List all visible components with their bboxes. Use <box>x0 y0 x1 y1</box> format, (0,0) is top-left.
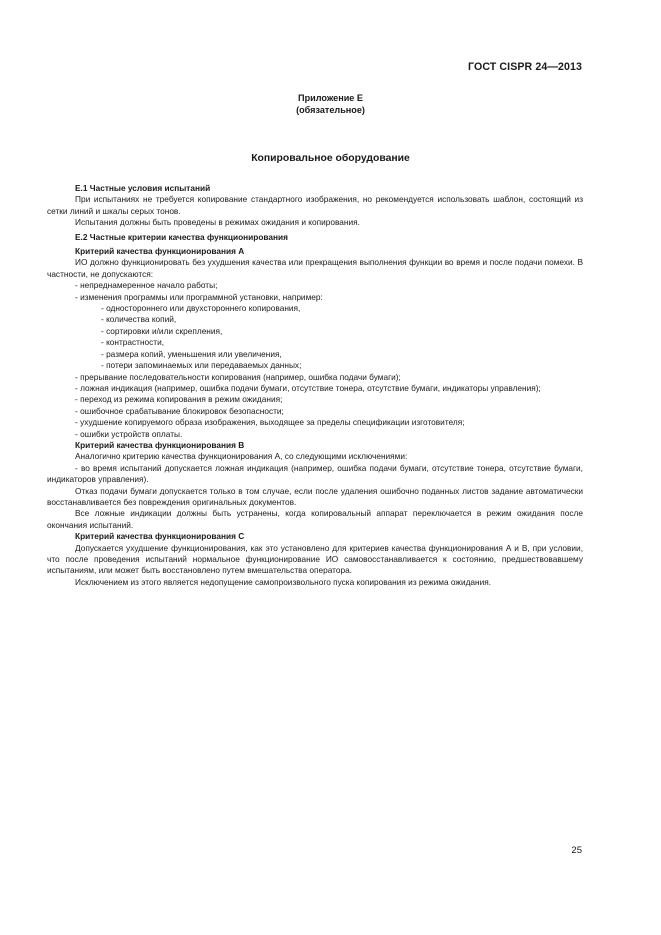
annex-title: Приложение Е <box>298 93 363 103</box>
paragraph: Испытания должны быть проведены в режимах ожидания и копирования. <box>75 217 360 228</box>
paragraph: ИО должно функционировать без ухудшения качества или прекращения выполнения функции во время и после подачи помехи. В частности, не допускаются: <box>47 257 583 279</box>
subsection-heading-e2: Е.2 Частные критерии качества функционирования <box>75 231 288 242</box>
annex-heading <box>0 92 661 116</box>
criterion-c-heading: Критерий качества функционирования С <box>75 531 245 542</box>
list-item: - прерывание последовательности копирования (например, ошибка подачи бумаги); <box>75 371 401 382</box>
list-item: - ухудшение копируемого образа изображения, выходящее за пределы спецификации изготовителя; <box>75 417 465 428</box>
sub-list-item: - одностороннего или двухстороннего копирования, <box>101 303 301 314</box>
paragraph: Допускается ухудшение функционирования, как это установлено для критериев качества функционирования А и В, при условии, что после проведения испытаний нормальное функционирование ИО самовосстанавливается к состоянию, предшествовавшему испытаниям, или может быть восстановлено путем вмешательства оператора. <box>47 542 583 576</box>
document-body <box>47 183 583 588</box>
list-item: - ошибки устройств оплаты. <box>75 428 183 439</box>
section-title: Копировальное оборудование <box>251 153 410 164</box>
page-number: 25 <box>571 845 582 856</box>
subsection-heading-e1: Е.1 Частные условия испытаний <box>75 183 211 193</box>
paragraph: Исключением из этого является недопущение самопроизвольного пуска копирования из режима ожидания. <box>75 576 492 587</box>
criterion-b-heading: Критерий качества функционирования В <box>75 439 245 450</box>
list-item: - переход из режима копирования в режим ожидания; <box>75 394 283 405</box>
paragraph: Все ложные индикации должны быть устранены, когда копировальный аппарат переключается в режим ожидания после окончания испытаний. <box>47 508 583 530</box>
list-item: - ошибочное срабатывание блокировок безопасности; <box>75 405 284 416</box>
paragraph: Аналогично критерию качества функционирования А, со следующими исключениями: <box>75 451 408 462</box>
sub-list-item: - количества копий, <box>101 314 177 325</box>
paragraph: При испытаниях не требуется копирование стандартного изображения, но рекомендуется использовать шаблон, состоящий из сетки линий и шкалы серых тонов. <box>47 194 583 216</box>
sub-list-item: - потери запоминаемых или передаваемых данных; <box>101 360 302 371</box>
paragraph: - во время испытаний допускается ложная индикация (например, ошибка подачи бумаги, отсутствие тонера, отсутствие бумаги, индикаторов управления). <box>47 462 583 485</box>
annex-status: (обязательное) <box>296 105 365 115</box>
list-item: - изменения программы или программной установки, например: <box>75 291 323 302</box>
sub-list-item: - сортировки и/или скрепления, <box>101 325 223 336</box>
list-item: - непреднамеренное начало работы; <box>75 280 218 291</box>
paragraph: Отказ подачи бумаги допускается только в том случае, если после удаления ошибочно поданных листов задание автоматически восстанавливается без повреждения оригинальных документов. <box>47 485 583 507</box>
sub-list-item: - контрастности, <box>101 337 165 348</box>
document-code: ГОСТ CISPR 24—2013 <box>468 61 582 73</box>
sub-list-item: - размера копий, уменьшения или увеличения, <box>101 348 282 359</box>
criterion-a-heading: Критерий качества функционирования А <box>75 246 245 257</box>
list-item: - ложная индикация (например, ошибка подачи бумаги, отсутствие тонера, отсутствие бумаги, индикаторы управления); <box>75 382 541 393</box>
